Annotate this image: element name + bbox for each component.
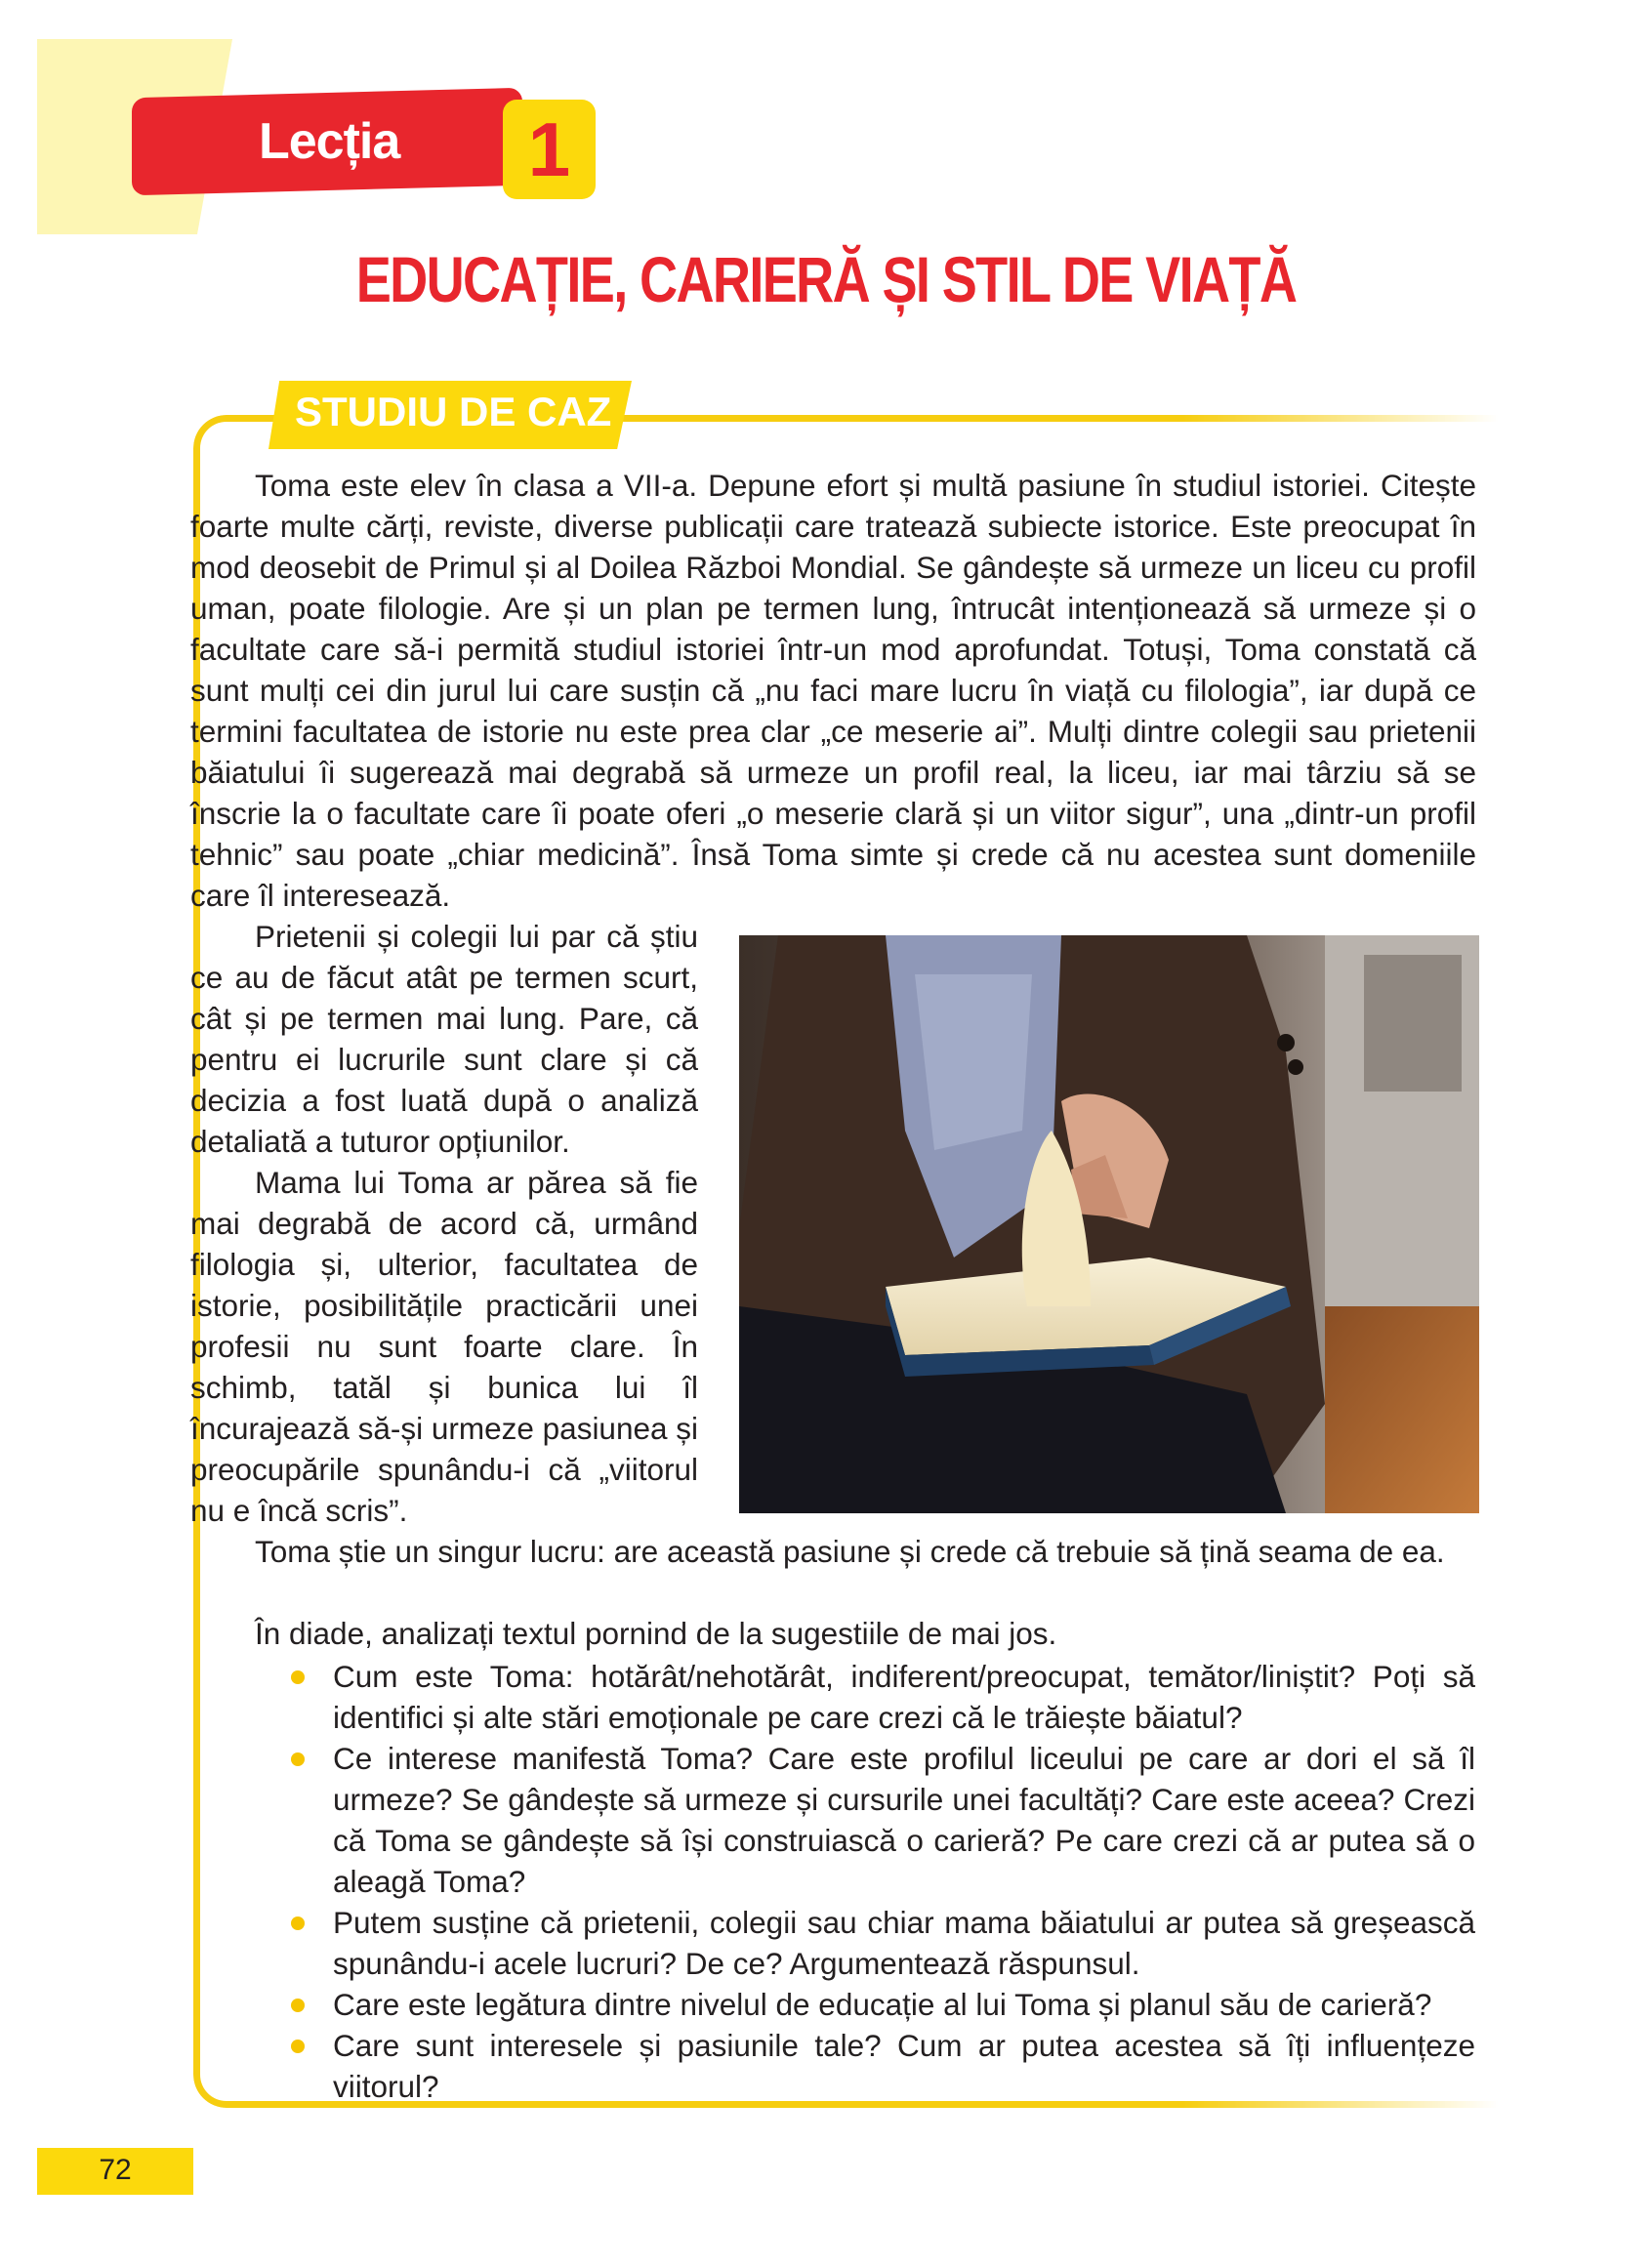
case-study-side-text [190, 916, 698, 1531]
task-item: Cum este Toma: hotărât/nehotărât, indiferent/preocupat, temător/liniștit? Poți să identifici și alte stări emoționale pe care crezi că le trăiește băiatul? [255, 1656, 1475, 1738]
task-item: Ce interese manifestă Toma? Care este profilul liceului pe care ar dori el să îl urmeze? Se gândește să urmeze și cursurile unei facultăți? Care este aceea? Crezi că Toma se gândește să își construiască o carieră? Pe care crezi că ar putea să o aleagă Toma? [255, 1738, 1475, 1902]
discussion-tasks [255, 1613, 1475, 2107]
lesson-label: Lecția [259, 113, 400, 170]
bullet-icon [291, 2040, 305, 2053]
bullet-icon [291, 1670, 305, 1684]
page-number: 72 [99, 2154, 132, 2186]
paragraph-2: Prietenii și colegii lui par că știu ce au de făcut atât pe termen scurt, cât și pe termen mai lung. Pare, că pentru ei lucrurile sunt clare și că decizia a fost luată după o analiză detaliată a tuturor opțiunilor. [190, 919, 698, 1159]
paragraph-4: Toma știe un singur lucru: are această pasiune și crede că trebuie să țină seama de ea. [255, 1534, 1445, 1569]
task-item: Putem susține că prietenii, colegii sau chiar mama băiatului ar putea să greșească spunându-i acele lucruri? De ce? Argumentează răspunsul. [255, 1902, 1475, 1984]
lesson-title: EDUCAȚIE, CARIERĂ ȘI STIL DE VIAȚĂ [355, 243, 1297, 315]
task-list [255, 1656, 1475, 2107]
lesson-number: 1 [503, 100, 596, 199]
tasks-intro: În diade, analizați textul pornind de la sugestiile de mai jos. [255, 1616, 1057, 1651]
paragraph-3: Mama lui Toma ar părea să fie mai degrabă de acord că, urmând filologia și, ulterior, facultatea de istorie, posibilitățile practicării unei profesii nu sunt foarte clare. În schimb, tatăl și bunica lui îl încurajează să-și urmeze pasiunea și preocupările spunându-i că „viitorul nu e încă scris”. [190, 1165, 699, 1528]
reading-book-photo [739, 935, 1479, 1513]
case-study-title: STUDIU DE CAZ [295, 389, 612, 434]
case-study-closing [190, 1531, 1476, 1572]
bullet-icon [291, 1752, 305, 1766]
paragraph-1: Toma este elev în clasa a VII-a. Depune efort și multă pasiune în studiul istoriei. Citește foarte multe cărți, reviste, diverse publicații care tratează subiecte istorice. Este preocupat în mod deosebit de Primul și al Doilea Război Mondial. Se gândește să urmeze un liceu cu profil uman, poate filologie. Are și un plan pe termen lung, întrucât intenționează să urmeze și o facultate care să-i permită studiul istoriei într-un mod aprofundat. Totuși, Toma constată că sunt mulți cei din jurul lui care susțin că „nu faci mare lucru în viață cu filologia”, iar după ce termini facultatea de istorie nu este prea clar „ce meserie ai”. Mulți dintre colegii sau prietenii băiatului îi sugerează mai degrabă să urmeze un profil real, la liceu, iar mai târziu să se înscrie la o facultate care îi poate oferi „o meserie clară și un viitor sigur”, una „dintr-un profil tehnic” sau poate „chiar medicină”. Însă Toma simte și crede că nu acestea sunt domeniile care îl interesează. [190, 468, 1476, 913]
bullet-icon [291, 1917, 305, 1930]
task-item: Care este legătura dintre nivelul de educație al lui Toma și planul său de carieră? [255, 1984, 1475, 2025]
bullet-icon [291, 1999, 305, 2012]
case-study-intro [190, 465, 1476, 916]
task-item: Care sunt interesele și pasiunile tale? Cum ar putea acestea să îți influențeze viitorul? [255, 2025, 1475, 2107]
